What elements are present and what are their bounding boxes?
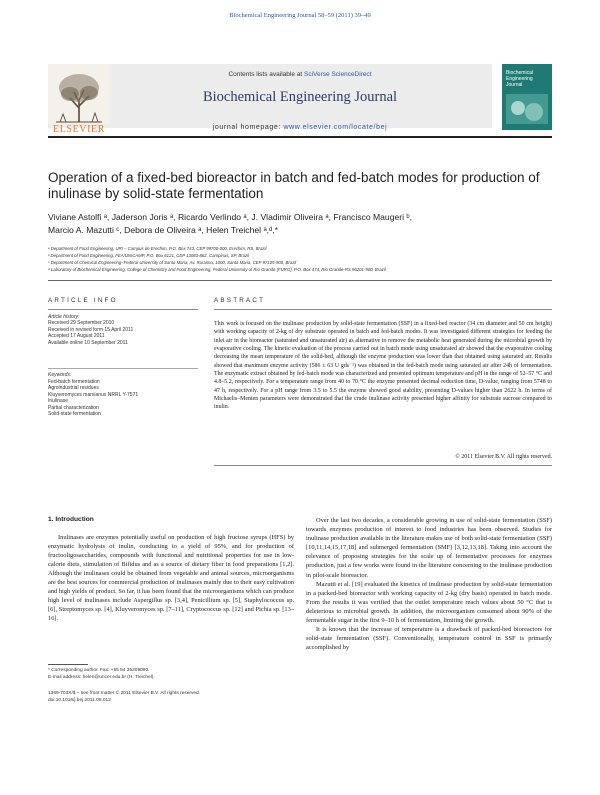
issn-line: 1369-703X/$ – see front matter © 2011 Elsevier B.V. All rights reserved. <box>48 691 201 696</box>
authors-line-1: Viviane Astolfi ᵃ, Jaderson Joris ᵃ, Ricardo Verlindo ᵃ, J. Vladimir Oliveira ᵃ, Francisco Maugeri ᵇ, <box>48 212 413 222</box>
contents-prefix: Contents lists available at <box>228 71 303 78</box>
copyright-notice: © 2011 Elsevier B.V. All rights reserved. <box>455 454 552 460</box>
keyword-item: Inulinase <box>48 398 69 404</box>
keywords-list <box>48 372 198 418</box>
keyword-item: Solid-state fermentation <box>48 411 101 417</box>
journal-citation[interactable]: Biochemical Engineering Journal 58–59 (2011) 39–49 <box>229 12 371 19</box>
abstract-text: This work is focused on the inulinase production by solid-state fermentation (SSF) in a fixed-bed reactor (34 cm diameter and 50 cm height) with working capacity of 2-kg of dry substrate operated in batch and fed-batch modes. It was investigated different strategies for feeding the inlet air in the bioreactor (saturated and unsaturated air) as alternative to remove the metabolic heat generated during the microbial growth by evaporative cooling. The kinetic evaluation of the process carried out in batch mode using unsaturated air showed that the evaporative cooling decreasing the mean temperature of the solid-bed, although the enzyme production was lower than that obtained using saturated air. Results showed that maximum enzyme activity (586 ± 63 U gds⁻¹) was obtained in the fed-batch mode using saturated air after 24h of fermentation. The enzymatic extract obtained by fed-batch mode was characterized and presented optimum temperature and pH in the range of 52–57 °C and 4.8–5.2, respectively. For a temperature range from 40 to 70 °C the enzyme presented decimal reduction time, D-value, ranging from 5748 to 47 h, respectively. For a pH range from 3.5 to 5.5 the enzyme showed good stability, presenting D-values higher than 2622 h. In terms of Michaelis–Menten parameters were demonstrated that the crude inulinase activity presented higher affinity for substrate sucrose compared to inulin. <box>214 321 552 411</box>
homepage-prefix: journal homepage: <box>212 124 281 131</box>
email-note[interactable]: E-mail address: helen@uricer.edu.br (H. Treichel). <box>48 674 155 680</box>
footnote-rule <box>48 664 88 665</box>
authors-line-2: Marcio A. Mazutti ᶜ, Debora de Oliveira ᵃ, Helen Treichel ᵃ,ᵈ,* <box>48 225 278 235</box>
abstract-heading: ABSTRACT <box>214 297 266 304</box>
keywords-label: Keywords: <box>48 372 72 378</box>
contents-line <box>120 71 480 78</box>
intro-paragraph: Mazutti et al. [19] evaluated the kinetics of inulinase production by solid-state fermentation in a packed-bed bioreactor with working capacity of 2-kg (dry basis) operated in batch mode. From the results it was verified that the outlet temperature reach values about 50 °C that is deleterious to microbial growth. In addition, the microorganism consumed about 90% of the fermentable sugar in the first 9–10 h of fermentation, limiting the growth. <box>306 580 552 625</box>
journal-title: Biochemical Engineering Journal <box>202 89 398 105</box>
cover-art <box>502 64 552 130</box>
page-footer <box>48 691 348 704</box>
abstract-rule <box>214 309 552 310</box>
author-list <box>48 211 558 237</box>
affiliation-b: ᵇ Department of Food Engineering, FEA/UNICAMP, P.O. Box 6121, CEP 13083-862, Campinas, SP, Brazil <box>48 253 250 258</box>
keywords-rule <box>48 368 198 369</box>
history-online: Available online 10 September 2011 <box>48 339 128 346</box>
keyword-item: Kluyveromyces marxianus NRRL Y-7571 <box>48 391 139 398</box>
elsevier-wordmark: ELSEVIER <box>52 124 106 135</box>
header-rule <box>48 136 552 138</box>
history-accepted: Accepted 17 August 2011 <box>48 333 105 340</box>
journal-homepage <box>120 124 480 131</box>
keyword-item: Fed-batch fermentation <box>48 378 100 385</box>
article-info-rule <box>48 309 198 310</box>
abstract-bottom-rule <box>214 465 552 466</box>
affiliations <box>48 245 558 273</box>
intro-paragraph: Over the last two decades, a considerable growing in use of solid-state fermentation (SSF) towards enzymes production of interest to food industries has been observed. Studies for inulinase production available in the literature makes use of both solid-state fermentation (SSF) [10,11,14,15,17,18] and submerged fermentation (SMF) [3,12,13,18]. Taking into account the relevance of proposing strategies for the scale up of fermentative processes for enzymes production, just a few works were found in the literature concerning to the inulinase production in pilot-scale bioreactor. <box>306 517 552 579</box>
introduction-heading: 1. Introduction <box>48 516 94 523</box>
journal-cover-thumbnail <box>502 64 552 130</box>
history-received: Received 29 September 2010 <box>48 320 115 327</box>
affiliation-a: ᵃ Department of Food Engineering, URI – Campus de Erechim, P.O. Box 743, CEP 99700-000, Erechim, RS, Brazil <box>48 246 267 251</box>
history-revised: Received in revised form 15 April 2011 <box>48 326 134 333</box>
body-column-left <box>48 516 294 623</box>
sciencedirect-link[interactable]: SciVerse ScienceDirect <box>303 71 372 78</box>
intro-paragraph: It is known that the increase of temperature is a drawback of packed-bed bioreactors for solid-state fermentation (SSF). Conventionally, temperature control in SSF is primarily accomplished by <box>306 626 552 652</box>
article-title: Operation of a fixed-bed bioreactor in batch and fed-batch modes for production of inulinase by solid-state fermentation <box>48 170 540 201</box>
keyword-item: Agroindustrial residues <box>48 385 99 391</box>
homepage-link[interactable]: www.elsevier.com/locate/bej <box>283 124 388 131</box>
footnotes <box>48 668 294 681</box>
history-label: Article history: <box>48 314 80 320</box>
section-rule <box>48 280 552 281</box>
intro-paragraph: Inulinases are enzymes potentially useful on production of high fructose syrups (HFS) by enzymatic hydrolysis of inulin, conducting to a yield of 95%, and for production of fructooligosaccharides, compounds with functional and nutritional properties for use in low-calorie diets, stimulation of Bifidus and as a source of dietary fiber in food preparations [1,2]. Although the inulinases could be obtained from vegetable and animal sources, microorganisms are the best sources for commercial production of inulinases mainly due to their easy cultivation and high yields of product. So far, it has been found that the microorganisms which can produce high level of inulinases include Aspergillus sp. [3,4], Penicillium sp. [5], Staphylococcus sp. [6], Streptomyces sp. [4], Kluyveromyces sp. [7–11], Cryptococcus sp. [12] and Pichia sp. [13–16]. <box>48 534 294 623</box>
doi-link[interactable]: doi:10.1016/j.bej.2011.08.012 <box>48 697 111 703</box>
cover-title: Biochemical Engineering Journal <box>506 70 533 88</box>
article-info-heading: ARTICLE INFO <box>48 297 118 304</box>
affiliation-d: ᵈ Laboratory of Biochemical Engineering, College of Chemistry and Food Engineering, Federal University of Rio Grande (FURG), P.O. Box 474, Rio Grande-RS 96201-900, Brazil <box>48 267 386 272</box>
affiliation-c: ᶜ Department of Chemical Engineering–Federal University of Santa Maria, Av. Roraima, 1000, Santa Maria, CEP 97105-900, Brazil <box>48 260 297 265</box>
body-column-right <box>306 516 552 652</box>
corresponding-author-note: * Corresponding author. Fax: +55 54 35209090. <box>48 668 150 673</box>
article-history <box>48 314 198 346</box>
keyword-item: Partial characterization <box>48 404 99 411</box>
